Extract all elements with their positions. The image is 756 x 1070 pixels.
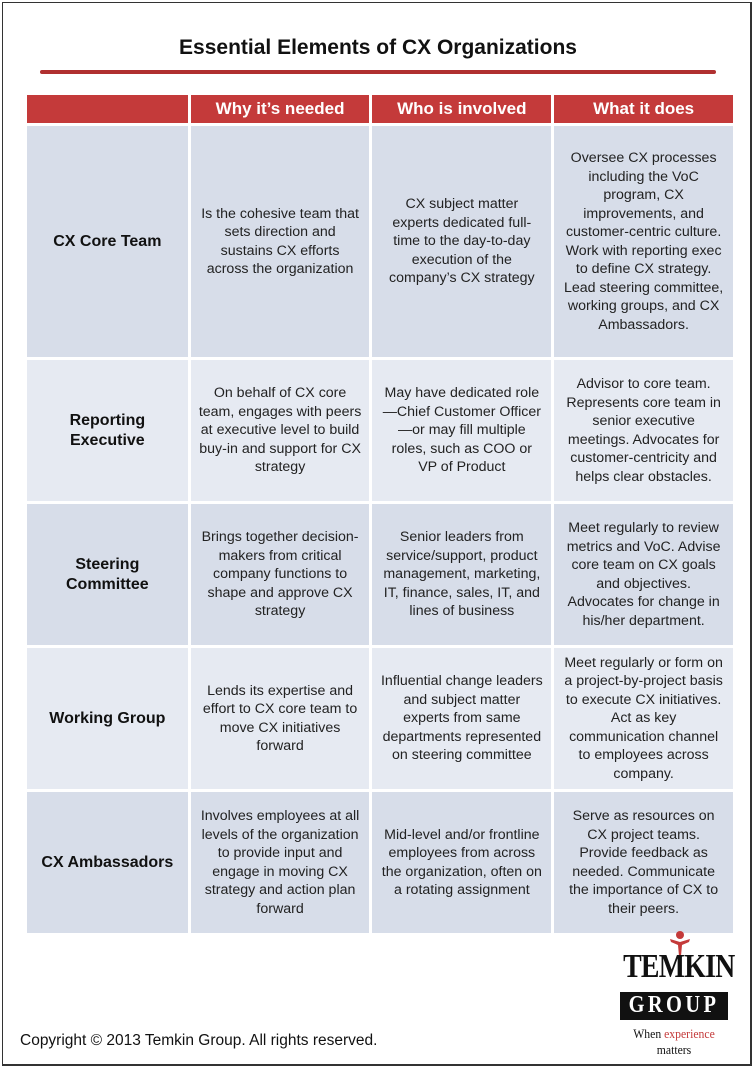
what-cell: Meet regularly or form on a project-by-project basis to execute CX initiatives. Act as key communication channel to employees across company. — [554, 648, 733, 789]
table-header-row — [27, 95, 733, 123]
row-label: Reporting Executive — [27, 360, 188, 501]
why-cell: Brings together decision-makers from critical company functions to shape and approve CX strategy — [191, 504, 370, 645]
why-cell: Lends its expertise and effort to CX core team to move CX initiatives forward — [191, 648, 370, 789]
tagline-post: matters — [656, 1042, 692, 1057]
what-cell: Advisor to core team. Represents core team in senior executive meetings. Advocates for customer-centricity and helps clear obstacles. — [554, 360, 733, 501]
row-label: Working Group — [27, 648, 188, 789]
page-title: Essential Elements of CX Organizations — [179, 36, 577, 59]
who-cell: CX subject matter experts dedicated full-time to the day-to-day execution of the company’s CX strategy — [372, 126, 551, 357]
table-row — [27, 648, 733, 789]
row-label: CX Ambassadors — [27, 792, 188, 933]
header-cell-who: Who is involved — [372, 95, 551, 123]
header-cell-what: What it does — [554, 95, 733, 123]
tagline-pre: When — [633, 1026, 665, 1041]
who-cell: Mid-level and/or frontline employees from across the organization, often on a rotating assignment — [372, 792, 551, 933]
why-cell: Involves employees at all levels of the organization to provide input and engage in moving CX strategy and action plan forward — [191, 792, 370, 933]
header-cell-why: Why it’s needed — [191, 95, 370, 123]
table-row — [27, 504, 733, 645]
who-cell: May have dedicated role—Chief Customer Officer—or may fill multiple roles, such as COO or VP of Product — [372, 360, 551, 501]
what-cell: Serve as resources on CX project teams. Provide feedback as needed. Communicate the importance of CX to their peers. — [554, 792, 733, 933]
what-cell: Oversee CX processes including the VoC program, CX improvements, and customer-centric culture. Work with reporting exec to define CX strategy. Lead steering committee, working groups, and CX Ambassadors. — [554, 126, 733, 357]
why-cell: On behalf of CX core team, engages with peers at executive level to build buy-in and support for CX strategy — [191, 360, 370, 501]
tagline-accent: experience — [664, 1026, 715, 1041]
title-divider — [40, 70, 716, 74]
who-cell: Influential change leaders and subject matter experts from same departments represented on steering committee — [372, 648, 551, 789]
table-row — [27, 126, 733, 357]
table-row — [27, 360, 733, 501]
copyright-notice: Copyright © 2013 Temkin Group. All rights reserved. — [20, 1032, 378, 1049]
logo-tagline — [618, 1026, 730, 1058]
logo-wordmark-bottom: GROUP — [628, 992, 720, 1018]
header-cell-blank — [27, 95, 188, 123]
row-label: Steering Committee — [27, 504, 188, 645]
cx-elements-table — [24, 92, 736, 936]
who-cell: Senior leaders from service/support, product management, marketing, IT, finance, sales, IT, and lines of business — [372, 504, 551, 645]
logo-wordmark-top: TEMKIN — [623, 948, 735, 985]
table-row — [27, 792, 733, 933]
temkin-group-logo — [612, 930, 736, 1057]
why-cell: Is the cohesive team that sets direction and sustains CX efforts across the organization — [191, 126, 370, 357]
what-cell: Meet regularly to review metrics and VoC. Advise core team on CX goals and objectives. Advocates for change in his/her department. — [554, 504, 733, 645]
row-label: CX Core Team — [27, 126, 188, 357]
